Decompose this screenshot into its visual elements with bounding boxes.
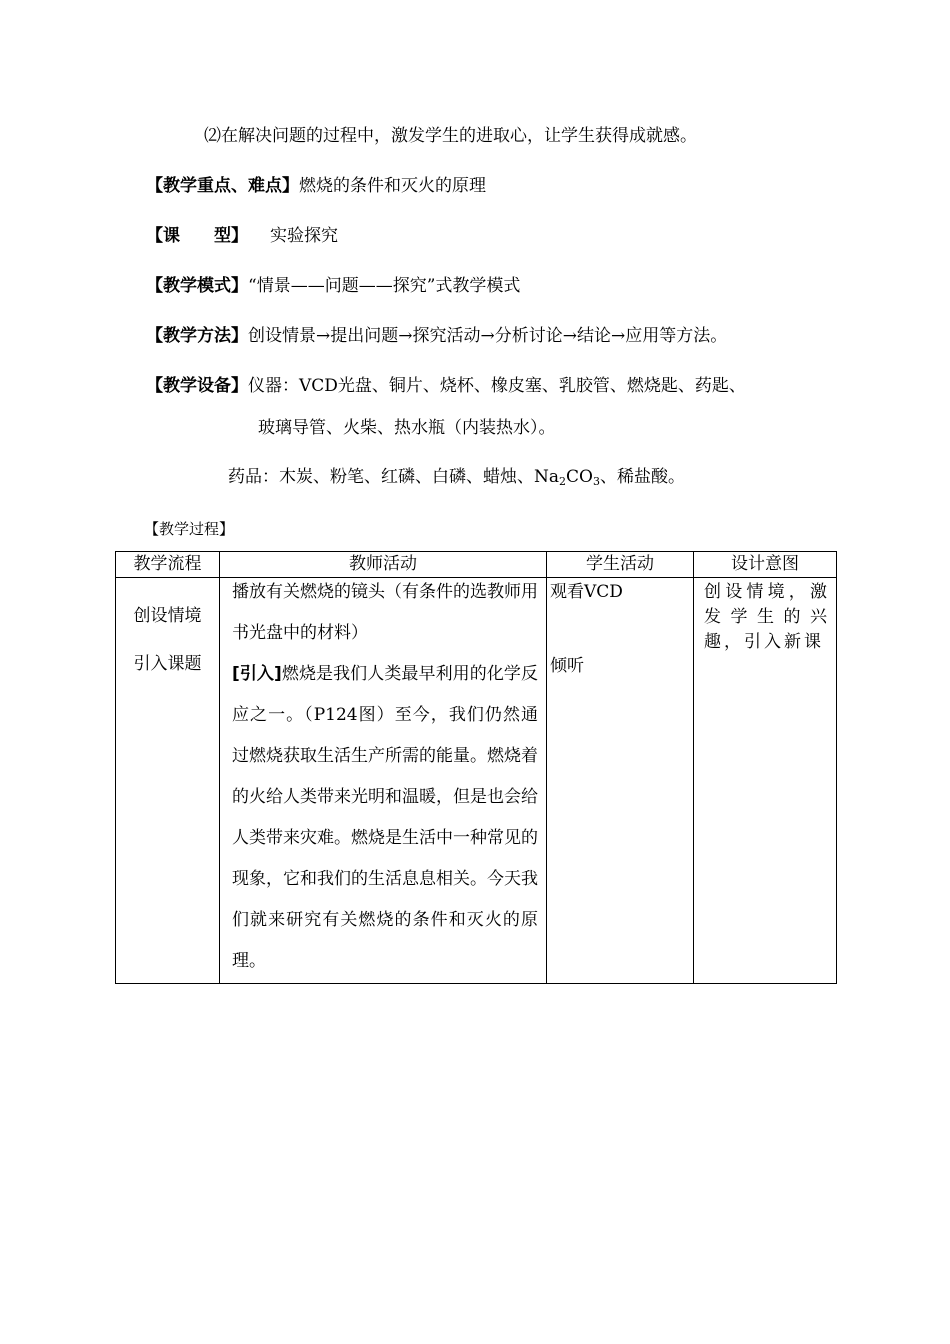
flow-step-2: 引入课题 xyxy=(133,654,202,674)
reagents-subscript-1: 2 xyxy=(559,475,567,488)
teaching-mode-label: 【教学模式】 xyxy=(146,276,248,296)
teaching-mode-text: “情景——问题——探究”式教学模式 xyxy=(248,276,521,296)
header-intent: 设计意图 xyxy=(694,552,837,578)
reagents-formula: CO xyxy=(566,467,593,487)
teaching-method-text: 创设情景→提出问题→探究活动→分析讨论→结论→应用等方法。 xyxy=(248,326,728,346)
equipment-reagents xyxy=(228,465,685,489)
key-points-row xyxy=(146,174,486,198)
objective-item-2: ⑵在解决问题的过程中，激发学生的进取心，让学生获得成就感。 xyxy=(204,126,697,146)
reagents-subscript-2: 3 xyxy=(592,475,600,488)
teaching-process-table xyxy=(115,551,837,984)
intro-tag: [引入] xyxy=(232,664,282,684)
equipment-instruments-line1: 仪器：VCD光盘、铜片、烧杯、橡皮塞、乳胶管、燃烧匙、药匙、 xyxy=(248,376,746,396)
teacher-activity-2 xyxy=(232,654,538,982)
equipment-label: 【教学设备】 xyxy=(146,376,248,396)
teacher-activity-1: 播放有关燃烧的镜头（有条件的选教师用书光盘中的材料） xyxy=(232,582,538,643)
lesson-type-label: 【课 型】 xyxy=(146,226,248,246)
key-points-text: 燃烧的条件和灭火的原理 xyxy=(299,176,486,196)
equipment-row xyxy=(146,374,746,398)
reagents-text: 药品：木炭、粉笔、红磷、白磷、蜡烛、Na xyxy=(228,467,560,487)
teaching-method-label: 【教学方法】 xyxy=(146,326,248,346)
student-activity-1: 观看VCD xyxy=(550,582,623,602)
intro-text: 燃烧是我们人类最早利用的化学反应之一。（P124图）至今，我们仍然通过燃烧获取生活生产所需的能量。燃烧着的火给人类带来光明和温暖，但是也会给人类带来灾难。燃烧是生活中一种常见的现象，它和我们的生活息息相关。今天我们就来研究有关燃烧的条件和灭火的原理。 xyxy=(232,664,538,971)
flow-cell xyxy=(116,578,220,984)
lesson-type-text: 实验探究 xyxy=(270,226,338,246)
teacher-activity-cell xyxy=(220,578,547,984)
header-teacher: 教师活动 xyxy=(220,552,547,578)
teaching-mode-row xyxy=(146,274,520,298)
student-activity-cell xyxy=(547,578,694,984)
student-activity-2: 倾听 xyxy=(550,656,584,676)
lesson-type-row xyxy=(146,224,338,248)
table-row xyxy=(116,578,837,984)
equipment-instruments-line2: 玻璃导管、火柴、热水瓶（内装热水）。 xyxy=(258,418,556,438)
header-flow: 教学流程 xyxy=(116,552,220,578)
flow-step-1: 创设情境 xyxy=(133,606,202,626)
design-intent-cell xyxy=(694,578,837,984)
teaching-method-row xyxy=(146,324,727,348)
reagents-suffix: 、稀盐酸。 xyxy=(599,467,685,487)
process-label: 【教学过程】 xyxy=(144,520,235,538)
design-intent-text: 创设情境，激发学生的兴趣，引入新课 xyxy=(704,582,830,652)
key-points-label: 【教学重点、难点】 xyxy=(146,176,299,196)
header-student: 学生活动 xyxy=(547,552,694,578)
